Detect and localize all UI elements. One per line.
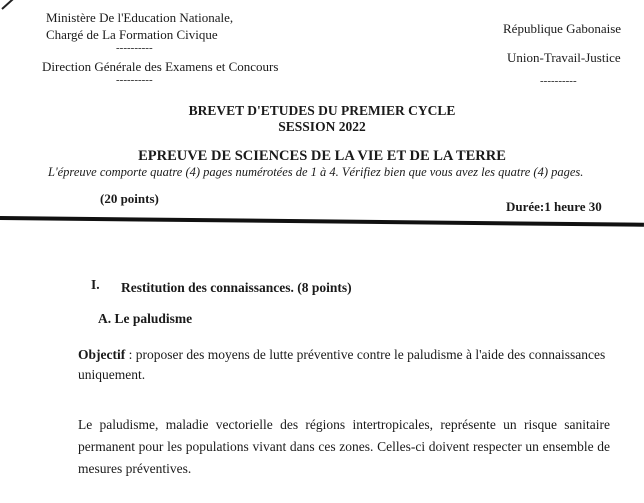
ministry-line-1: Ministère De l'Education Nationale, [46, 10, 234, 25]
national-motto: Union-Travail-Justice [507, 50, 621, 65]
direction-line: Direction Générale des Examens et Concours [42, 59, 279, 74]
objective-paragraph [78, 345, 610, 385]
exam-duration: Durée:1 heure 30 [506, 199, 602, 214]
exam-session: SESSION 2022 [278, 119, 366, 134]
header-separator-right: ---------- [540, 75, 577, 87]
section-number: I. [91, 277, 100, 292]
exam-subject: EPREUVE DE SCIENCES DE LA VIE ET DE LA TERRE [138, 148, 506, 164]
objective-label: Objectif [78, 347, 126, 362]
exam-pages-note: L'épreuve comporte quatre (4) pages numérotées de 1 à 4. Vérifiez bien que vous avez les quatre (4) pages. [48, 165, 584, 179]
exam-title: BREVET D'ETUDES DU PREMIER CYCLE [188, 103, 456, 118]
exam-points: (20 points) [100, 191, 159, 206]
malaria-paragraph: Le paludisme, maladie vectorielle des régions intertropicales, représente un risque sanitaire permanent pour les populations vivant dans ces zones. Celles-ci doivent respecter un ensemble de mesures préventives. [78, 417, 610, 476]
divider-rule [0, 216, 644, 227]
header-separator-left-1: ---------- [116, 42, 153, 54]
section-title: Restitution des connaissances. (8 points) [121, 280, 352, 295]
pen-mark [1, 0, 19, 10]
header-separator-left-2: ---------- [116, 74, 153, 86]
ministry-line-2: Chargé de La Formation Civique [46, 27, 218, 42]
objective-text-line-2: uniquement. [78, 367, 146, 382]
objective-text-line-1: : proposer des moyens de lutte préventive contre le paludisme à l'aide des connaissances [125, 347, 606, 362]
subsection-title: A. Le paludisme [98, 311, 193, 326]
republic-name: République Gabonaise [503, 21, 622, 36]
